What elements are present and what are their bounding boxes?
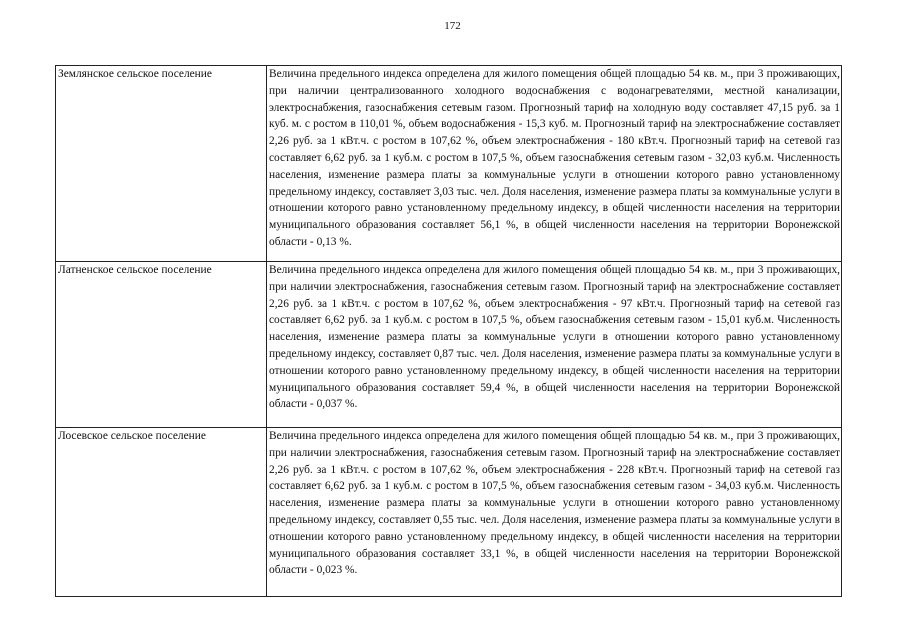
table-row <box>56 428 842 597</box>
settlement-description: Величина предельного индекса определена для жилого помещения общей площадью 54 кв. м., при 3 проживающих, при наличии централизованного холодного водоснабжения с водонагревателями, местной канализации, электроснабжения, газоснабжения сетевым газом. Прогнозный тариф на холодную воду составляет 47,15 руб. за 1 куб. м. с ростом в 110,01 %, объем водоснабжения - 15,3 куб. м. Прогнозный тариф на электроснабжение составляет 2,26 руб. за 1 кВт.ч. с ростом в 107,62 %, объем электроснабжения - 180 кВт.ч. Прогнозный тариф на сетевой газ составляет 6,62 руб. за 1 куб.м. с ростом в 107,5 %, объем газоснабжения сетевым газом - 32,03 куб.м. Численность населения, изменение размера платы за коммунальные услуги в отношении которого равно установленному предельному индексу, составляет 3,03 тыс. чел. Доля населения, изменение размера платы за коммунальные услуги в отношении которого равно установленному предельному индексу, в общей численности населения на территории муниципального образования составляет 56,1 %, в общей численности населения на территории Воронежской области - 0,13 %. <box>267 66 842 262</box>
page-number: 172 <box>444 20 461 32</box>
settlements-table <box>55 65 842 597</box>
settlement-description: Величина предельного индекса определена для жилого помещения общей площадью 54 кв. м., при 3 проживающих, при наличии электроснабжения, газоснабжения сетевым газом. Прогнозный тариф на электроснабжение составляет 2,26 руб. за 1 кВт.ч. с ростом в 107,62 %, объем электроснабжения - 228 кВт.ч. Прогнозный тариф на сетевой газ составляет 6,62 руб. за 1 куб.м. с ростом в 107,5 %, объем газоснабжения сетевым газом - 34,03 куб.м. Численность населения, изменение размера платы за коммунальные услуги в отношении которого равно установленному предельному индексу, составляет 0,55 тыс. чел. Доля населения, изменение размера платы за коммунальные услуги в отношении которого равно установленному предельному индексу, в общей численности населения на территории муниципального образования составляет 33,1 %, в общей численности населения на территории Воронежской области - 0,023 %. <box>267 428 842 597</box>
table-row <box>56 66 842 262</box>
table-row <box>56 262 842 428</box>
settlement-description: Величина предельного индекса определена для жилого помещения общей площадью 54 кв. м., при 3 проживающих, при наличии электроснабжения, газоснабжения сетевым газом. Прогнозный тариф на электроснабжение составляет 2,26 руб. за 1 кВт.ч. с ростом в 107,62 %, объем электроснабжения - 97 кВт.ч. Прогнозный тариф на сетевой газ составляет 6,62 руб. за 1 куб.м. с ростом в 107,5 %, объем газоснабжения сетевым газом - 15,01 куб.м. Численность населения, изменение размера платы за коммунальные услуги в отношении которого равно установленному предельному индексу, составляет 0,87 тыс. чел. Доля населения, изменение размера платы за коммунальные услуги в отношении которого равно установленному предельному индексу, в общей численности населения на территории муниципального образования составляет 59,4 %, в общей численности населения на территории Воронежской области - 0,037 %. <box>267 262 842 428</box>
settlement-name: Лосевское сельское поселение <box>56 428 267 597</box>
settlement-name: Землянское сельское поселение <box>56 66 267 262</box>
settlement-name: Латненское сельское поселение <box>56 262 267 428</box>
